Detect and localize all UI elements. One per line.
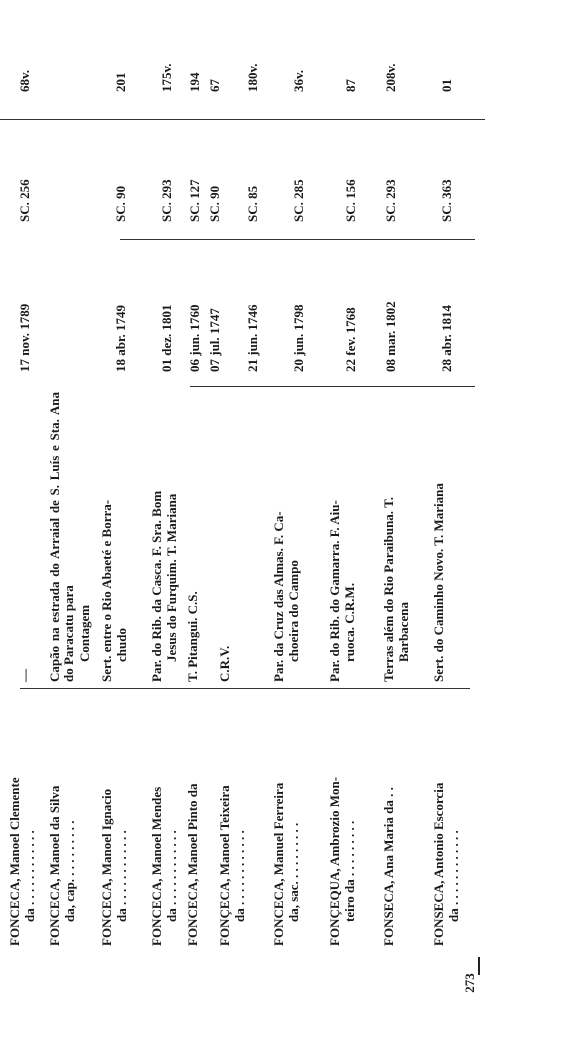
column-divider (190, 386, 475, 387)
rotated-table (0, 2, 490, 952)
entry-date: 21 jun. 1746 (245, 304, 260, 372)
entry-place: Capão na estrada do Arraial de S. Luís e Sta. Ana do Paracatu para (47, 392, 76, 682)
entry-place: Terras além do Rio Paraibuna. T. (381, 496, 396, 682)
column-divider (20, 688, 470, 689)
entry-folio: 87 (343, 79, 358, 92)
entry-name-continued: da, sac. . . . . . . . . . (286, 822, 301, 922)
entry-date: 01 dez. 1801 (159, 304, 174, 372)
entry-date: 18 abr. 1749 (113, 304, 128, 372)
entry-place-continued: chudo (114, 628, 129, 662)
entry-name-continued: da . . . . . . . . . . . . (232, 830, 247, 922)
entry-place-continued: choeira do Campo (286, 560, 301, 662)
entry-name: FONÇEQUA, Ambrozio Mon- (327, 776, 342, 946)
entry-code: SC. 156 (343, 179, 358, 222)
entry-code: SC. 285 (291, 179, 306, 222)
entry-folio: 201 (113, 72, 128, 92)
entry-code: SC. 293 (383, 179, 398, 222)
entry-name: FONCECA, Manoel Mendes (149, 786, 164, 946)
entry-name: FONCECA, Manoel Ignacio (99, 788, 114, 946)
entry-name-continued: da . . . . . . . . . . . . (164, 830, 179, 922)
column-divider (120, 239, 475, 240)
entry-code: SC. 293 (159, 179, 174, 222)
entry-name: FONSECA, Antonio Escorcia (431, 782, 446, 946)
entry-place: Par. do Rib. do Gamarra. F. Aiu- (327, 500, 342, 682)
entry-place: Sert. entre o Rio Abaeté e Borra- (99, 499, 114, 682)
entry-code: SC. 90 (113, 185, 128, 222)
entry-place: C.R.V. (217, 645, 232, 682)
entry-date: 08 mar. 1802 (383, 301, 398, 372)
entry-folio: 01 (439, 79, 454, 92)
entry-name: FONÇECA, Manoel Teixeira (217, 785, 232, 946)
entry-place: T. Pitangui. C.S. (185, 591, 200, 682)
entry-name-continued: teiro da . . . . . . . . . (342, 820, 357, 922)
entry-folio: 175v. (159, 63, 174, 92)
entry-place-continued: ruoca. C.R.M. (342, 582, 357, 662)
entry-name-continued: da . . . . . . . . . . . . (446, 830, 461, 922)
entry-name: FONSECA, Ana Maria da . . (381, 787, 396, 946)
entry-code: SC. 85 (245, 185, 260, 222)
entry-code: SC. 256 (17, 179, 32, 222)
entry-folio: 208v. (383, 63, 398, 92)
entry-place: Par. do Rib. da Casca. F. Sra. Bom (149, 490, 164, 682)
entry-date: 22 fev. 1768 (343, 307, 358, 372)
entry-place-continued: Jesus do Furquim. T. Mariana (164, 493, 179, 662)
entry-folio: 180v. (245, 63, 260, 92)
entry-date: 07 jul. 1747 (207, 308, 222, 372)
entry-place: Sert. do Caminho Novo. T. Mariana (431, 483, 446, 682)
entry-place-continued: Barbacena (396, 602, 411, 662)
margin-rule (478, 957, 480, 975)
entry-folio: 36v. (291, 69, 306, 92)
entry-place: Par. da Cruz das Almas. F. Ca- (271, 511, 286, 682)
page-number: 273 (461, 973, 477, 993)
entry-name-continued: da, cap. . . . . . . . . . (62, 820, 77, 922)
entry-code: SC. 90 (207, 185, 222, 222)
entry-code: SC. 363 (439, 179, 454, 222)
entry-name: FONCECA, Manoel Pinto da (185, 783, 200, 946)
column-divider (0, 119, 485, 120)
entry-name: FONCECA, Manuel Ferreira (271, 782, 286, 946)
entry-folio: 194 (187, 72, 202, 92)
entry-date: 20 jun. 1798 (291, 304, 306, 372)
entry-name: FONCECA, Manoel Clemente (7, 777, 22, 946)
entry-name-continued: da . . . . . . . . . . . . (22, 830, 37, 922)
entry-date: 28 abr. 1814 (439, 304, 454, 372)
entry-place-continued: Contagem (77, 604, 92, 662)
entry-code: SC. 127 (187, 179, 202, 222)
entry-place: — (17, 669, 32, 682)
entry-name: FONCECA, Manoel da Silva (47, 785, 62, 946)
entry-folio: 67 (207, 79, 222, 92)
entry-folio: 68v. (17, 69, 32, 92)
entry-date: 06 jun. 1760 (187, 304, 202, 372)
entry-date: 17 nov. 1789 (17, 303, 32, 372)
entry-name-continued: da . . . . . . . . . . . . (114, 830, 129, 922)
